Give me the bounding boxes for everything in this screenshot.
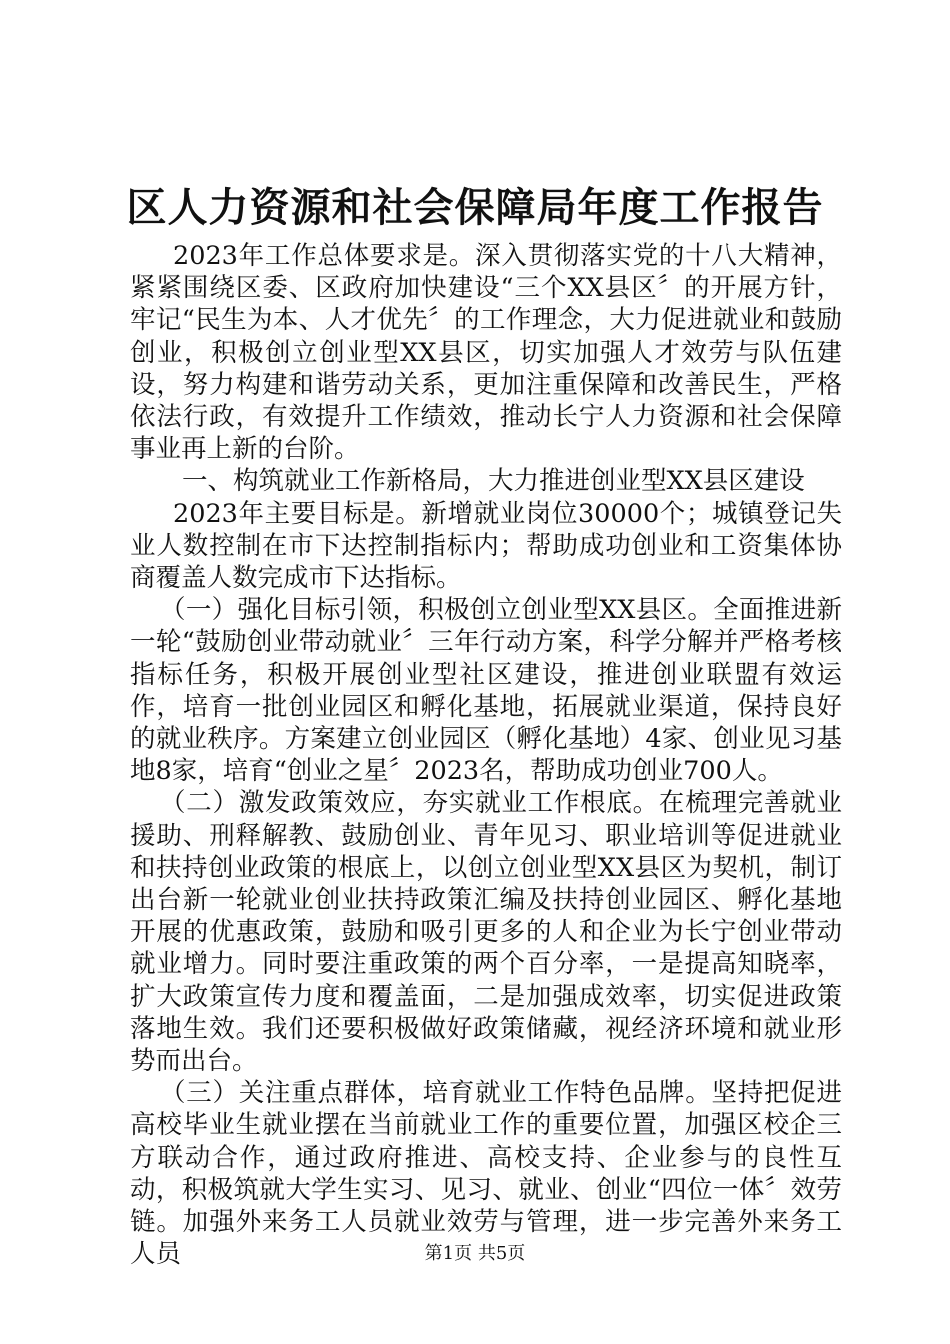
document-body (130, 240, 842, 1271)
paragraph-main-targets: 2023年主要目标是。新增就业岗位30000个；城镇登记失业人数控制在市下达控制指标内；帮助成功创业和工资集体协商覆盖人数完成市下达指标。 (130, 498, 842, 594)
paragraph-subsection-1: （一）强化目标引领，积极创立创业型XX县区。全面推进新一轮“鼓励创业带动就业〞三年行动方案，科学分解并严格考核指标任务，积极开展创业型社区建设，推进创业联盟有效运作，培育一批创业园区和孵化基地，拓展就业渠道，保持良好的就业秩序。方案建立创业园区（孵化基地）4家、创业见习基地8家，培育“创业之星〞2023名，帮助成功创业700人。 (130, 595, 842, 787)
paragraph-overall-requirements: 2023年工作总体要求是。深入贯彻落实党的十八大精神，紧紧围绕区委、区政府加快建设“三个XX县区〞的开展方针，牢记“民生为本、人才优先〞的工作理念，大力促进就业和鼓励创业，积极创立创业型XX县区，切实加强人才效劳与队伍建设，努力构建和谐劳动关系，更加注重保障和改善民生，严格依法行政，有效提升工作绩效，推动长宁人力资源和社会保障事业再上新的台阶。 (130, 241, 842, 465)
page-number-footer: 第1页 共5页 (424, 1243, 526, 1264)
section-heading-1: 一、构筑就业工作新格局，大力推进创业型XX县区建设 (182, 466, 805, 497)
paragraph-subsection-2: （二）激发政策效应，夯实就业工作根底。在梳理完善就业援助、刑释解教、鼓励创业、青年见习、职业培训等促进就业和扶持创业政策的根底上，以创立创业型XX县区为契机，制订出台新一轮就业创业扶持政策汇编及扶持创业园区、孵化基地开展的优惠政策，鼓励和吸引更多的人和企业为长宁创业带动就业增力。同时要注重政策的两个百分率，一是提高知晓率，扩大政策宣传力度和覆盖面，二是加强成效率，切实促进政策落地生效。我们还要积极做好政策储藏，视经济环境和就业形势而出台。 (130, 788, 842, 1077)
paragraph-subsection-3: （三）关注重点群体，培育就业工作特色品牌。坚持把促进高校毕业生就业摆在当前就业工作的重要位置，加强区校企三方联动合作，通过政府推进、高校支持、企业参与的良性互动，积极筑就大学生实习、见习、就业、创业“四位一体〞效劳链。加强外来务工人员就业效劳与管理，进一步完善外来务工人员 (130, 1078, 842, 1270)
document-title: 区人力资源和社会保障局年度工作报告 (126, 184, 824, 231)
